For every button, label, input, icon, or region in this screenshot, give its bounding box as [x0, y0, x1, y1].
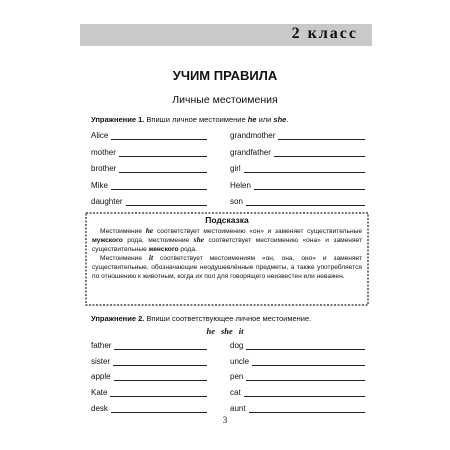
answer-line[interactable]: [113, 357, 207, 366]
row-word: pen: [230, 372, 244, 382]
answer-line[interactable]: [119, 164, 207, 173]
page-number: 3: [222, 415, 228, 425]
row-word: Kate: [91, 388, 108, 398]
answer-line[interactable]: [274, 148, 365, 157]
exercise-1-label: Упражнение 1.: [91, 115, 145, 124]
answer-line[interactable]: [246, 341, 365, 350]
row-word: daughter: [91, 197, 123, 206]
row-word: Alice: [91, 131, 109, 140]
row-word: desk: [91, 403, 108, 413]
answer-row: [230, 129, 365, 140]
answer-row: [230, 355, 365, 366]
row-word: father: [91, 341, 112, 350]
row-word: Mike: [91, 180, 108, 190]
answer-line[interactable]: [110, 388, 207, 397]
answer-line[interactable]: [249, 404, 365, 413]
exercise-2-instruction: [91, 314, 311, 323]
pronoun-he: he: [206, 326, 215, 336]
exercise-1-instruction: [91, 115, 288, 124]
answer-row: [91, 146, 207, 157]
pronoun-she: she: [273, 115, 287, 124]
row-word: girl: [230, 164, 241, 173]
row-word: son: [230, 197, 243, 206]
hint-title: Подсказка: [205, 215, 249, 225]
answer-line[interactable]: [244, 164, 365, 173]
answer-line[interactable]: [114, 341, 207, 350]
page-title: УЧИМ ПРАВИЛА: [172, 68, 278, 83]
answer-row: [91, 339, 207, 350]
hint-paragraph-1: Местоимение he соответствует местоимению «он» и заменяет существительные мужского рода, местоимение she соответствует местоимению «она» и заменяет существительные женского рода.: [92, 225, 362, 253]
answer-row: [230, 370, 365, 381]
row-word: aunt: [230, 403, 246, 413]
answer-line[interactable]: [126, 197, 207, 206]
answer-row: [230, 179, 365, 190]
row-word: grandfather: [230, 147, 271, 157]
answer-line[interactable]: [246, 197, 365, 206]
row-word: apple: [91, 372, 111, 382]
row-word: brother: [91, 164, 117, 173]
exercise-2-text: Впиши соответствующее личное местоимение.: [144, 314, 312, 323]
row-word: sister: [91, 356, 111, 366]
answer-row: [230, 146, 365, 157]
row-word: Helen: [230, 180, 251, 190]
row-word: dog: [230, 341, 244, 350]
answer-line[interactable]: [278, 131, 365, 140]
answer-row: [230, 402, 365, 413]
answer-line[interactable]: [111, 131, 207, 140]
answer-row: [91, 402, 207, 413]
answer-line[interactable]: [111, 181, 207, 190]
answer-line[interactable]: [246, 372, 365, 381]
answer-line[interactable]: [111, 404, 207, 413]
answer-line[interactable]: [244, 388, 365, 397]
pronoun-list: [0, 326, 450, 336]
answer-row: [91, 370, 207, 381]
grade-header-bar: [80, 24, 372, 46]
answer-row: [91, 129, 207, 140]
exercise-1-text: Впиши личное местоимение: [144, 115, 248, 124]
answer-row: [91, 355, 207, 366]
answer-line[interactable]: [252, 357, 365, 366]
answer-line[interactable]: [254, 181, 365, 190]
answer-row: [230, 339, 365, 350]
answer-row: [91, 179, 207, 190]
pronoun-it: it: [238, 326, 244, 336]
answer-row: [91, 195, 207, 206]
answer-line[interactable]: [119, 148, 207, 157]
answer-row: [91, 162, 207, 173]
row-word: grandmother: [230, 131, 276, 140]
grade-label: 2 класс: [291, 25, 358, 42]
hint-box: [84, 211, 370, 307]
answer-row: [230, 386, 365, 397]
answer-row: [91, 386, 207, 397]
pronoun-he: he: [247, 115, 257, 124]
answer-line[interactable]: [114, 372, 207, 381]
answer-row: [230, 195, 365, 206]
section-subtitle: Личные местоимения: [172, 94, 278, 106]
row-word: cat: [230, 388, 241, 398]
exercise-1-text: .: [286, 115, 289, 124]
exercise-1-text: или: [256, 115, 274, 124]
hint-paragraph-2: Местоимение it соответствует местоимениям «он, она, оно» и заменяет существительные, обозначающие неодушевлённые предметы, а также употребляется по отношению к животным, когда их пол для говорящего неизвестен или неважен.: [92, 253, 362, 280]
answer-row: [230, 162, 365, 173]
row-word: uncle: [230, 356, 250, 366]
pronoun-she: she: [220, 326, 233, 336]
row-word: mother: [91, 147, 116, 157]
exercise-2-label: Упражнение 2.: [91, 314, 145, 323]
